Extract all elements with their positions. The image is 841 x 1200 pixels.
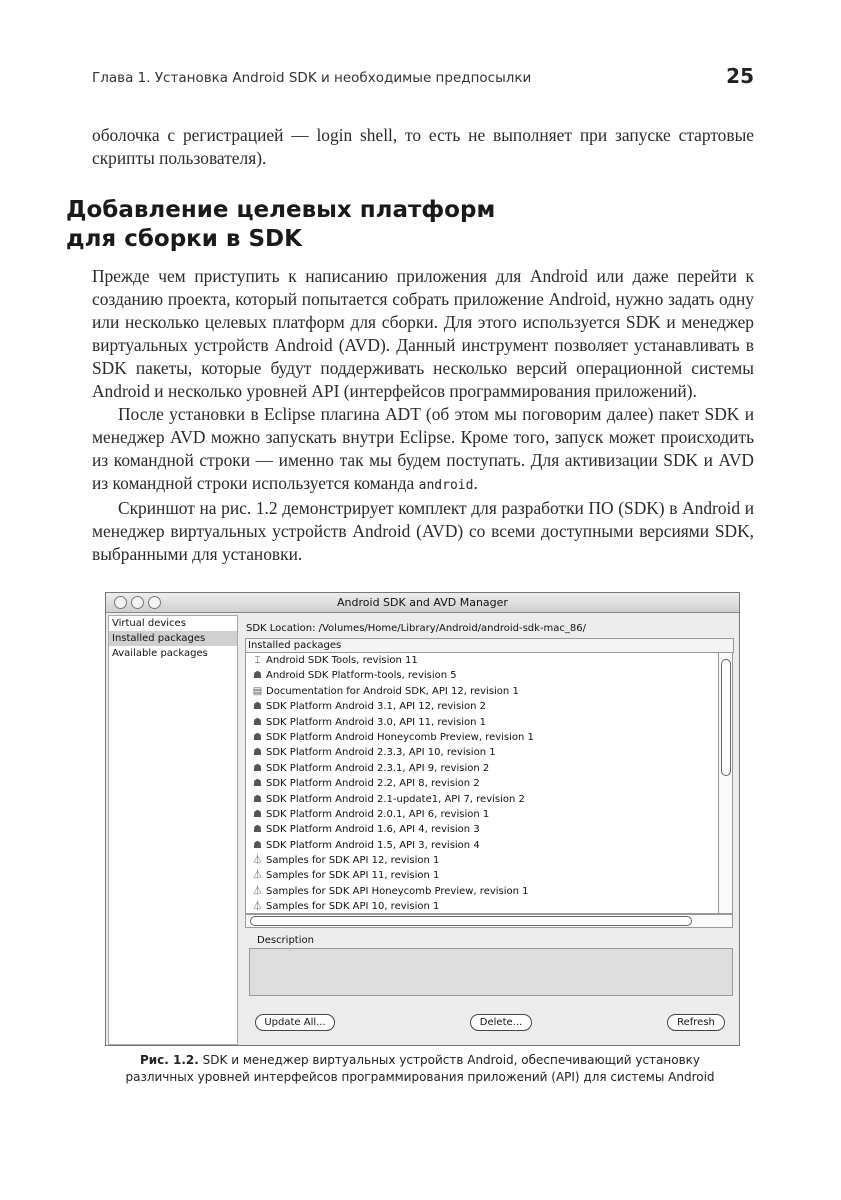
android-icon: ☗ bbox=[253, 731, 262, 743]
caption-text: SDK и менеджер виртуальных устройств Android, обеспечивающий установку различных уровней интерфейсов программирования приложений (API) для системы Android bbox=[125, 1053, 715, 1084]
package-label: SDK Platform Android 1.5, API 3, revision 4 bbox=[266, 839, 480, 851]
scroll-thumb[interactable] bbox=[250, 916, 692, 926]
scroll-thumb[interactable] bbox=[721, 659, 731, 776]
body-text bbox=[92, 265, 754, 566]
package-row[interactable] bbox=[246, 776, 718, 791]
running-header bbox=[92, 64, 754, 88]
package-label: Samples for SDK API Honeycomb Preview, revision 1 bbox=[266, 885, 529, 897]
sdk-manager-window bbox=[105, 592, 740, 1046]
flask-icon: ⏃ bbox=[252, 870, 263, 882]
package-label: Documentation for Android SDK, API 12, revision 1 bbox=[266, 685, 519, 697]
package-label: SDK Platform Android 2.3.1, API 9, revision 2 bbox=[266, 762, 490, 774]
android-icon: ☗ bbox=[253, 839, 262, 851]
sdk-location: SDK Location: /Volumes/Home/Library/Android/android-sdk-mac_86/ bbox=[246, 623, 587, 634]
paragraph: Скриншот на рис. 1.2 демонстрирует комплект для разработки ПО (SDK) в Android и менеджер виртуальных устройств Android (AVD) со всеми доступными версиями SDK, выбранными для установки. bbox=[92, 498, 754, 564]
refresh-button[interactable]: Refresh bbox=[667, 1014, 725, 1031]
package-row[interactable] bbox=[246, 838, 718, 853]
vertical-scrollbar[interactable] bbox=[718, 652, 733, 914]
flask-icon: ⏃ bbox=[252, 901, 263, 913]
flask-icon: ⏃ bbox=[252, 855, 263, 867]
package-row[interactable] bbox=[246, 730, 718, 745]
paragraph: Прежде чем приступить к написанию приложения для Android или даже перейти к созданию проекта, который попытается собрать приложение Android, нужно задать одну или несколько целевых платформ для сборки. Для этого используется SDK и менеджер виртуальных устройств Android (AVD). Данный инструмент позволяет устанавливать в SDK пакеты, которые будут поддерживать несколько версий операционной системы Android и несколько уровней API (интерфейсов программирования приложений). bbox=[92, 266, 754, 401]
package-label: Samples for SDK API 11, revision 1 bbox=[266, 870, 440, 882]
android-icon: ☗ bbox=[253, 824, 262, 836]
package-label: SDK Platform Android 2.0.1, API 6, revision 1 bbox=[266, 808, 490, 820]
package-row[interactable] bbox=[246, 668, 718, 683]
document-icon: ▤ bbox=[252, 685, 263, 697]
window-controls bbox=[114, 596, 161, 609]
package-row[interactable] bbox=[246, 745, 718, 760]
package-list bbox=[245, 652, 719, 914]
android-icon: ☗ bbox=[253, 762, 262, 774]
android-icon: ☗ bbox=[253, 778, 262, 790]
window-title: Android SDK and AVD Manager bbox=[337, 596, 508, 609]
package-label: SDK Platform Android 2.3.3, API 10, revision 1 bbox=[266, 747, 496, 759]
package-label: SDK Platform Android 2.2, API 8, revision 2 bbox=[266, 778, 480, 790]
android-icon: ☗ bbox=[253, 701, 262, 713]
package-row[interactable] bbox=[246, 899, 718, 914]
horizontal-scrollbar[interactable] bbox=[245, 914, 733, 928]
delete-button[interactable]: Delete... bbox=[470, 1014, 532, 1031]
nav-item-virtual-devices[interactable]: Virtual devices bbox=[112, 618, 186, 629]
package-label: SDK Platform Android 1.6, API 4, revision 3 bbox=[266, 824, 480, 836]
package-row[interactable] bbox=[246, 684, 718, 699]
nav-item-installed-packages[interactable]: Installed packages bbox=[109, 631, 237, 646]
package-row[interactable] bbox=[246, 792, 718, 807]
heading-line-2: для сборки в SDK bbox=[66, 226, 302, 252]
list-header: Installed packages bbox=[245, 638, 734, 653]
package-label: SDK Platform Android 2.1-update1, API 7, revision 2 bbox=[266, 793, 525, 805]
android-icon: ☗ bbox=[253, 747, 262, 759]
package-label: Android SDK Platform-tools, revision 5 bbox=[266, 670, 457, 682]
package-label: SDK Platform Android 3.1, API 12, revision 2 bbox=[266, 701, 487, 713]
android-icon: ☗ bbox=[253, 716, 262, 728]
update-all-button[interactable]: Update All... bbox=[255, 1014, 335, 1031]
package-label: Android SDK Tools, revision 11 bbox=[266, 655, 418, 666]
intro-paragraph: оболочка с регистрацией — login shell, то есть не выполняет при запуске стартовые скрипты пользователя). bbox=[92, 125, 754, 168]
wrench-icon: ⌶ bbox=[254, 655, 261, 666]
package-row[interactable] bbox=[246, 822, 718, 837]
description-label: Description bbox=[257, 935, 314, 946]
package-row[interactable] bbox=[246, 653, 718, 668]
package-label: Samples for SDK API 10, revision 1 bbox=[266, 901, 440, 913]
description-box bbox=[249, 948, 733, 996]
package-row[interactable] bbox=[246, 853, 718, 868]
page-number: 25 bbox=[726, 64, 754, 88]
figure-caption bbox=[120, 1052, 720, 1086]
package-row[interactable] bbox=[246, 699, 718, 714]
package-label: SDK Platform Android Honeycomb Preview, revision 1 bbox=[266, 731, 534, 743]
package-row[interactable] bbox=[246, 761, 718, 776]
heading-line-1: Добавление целевых платформ bbox=[66, 197, 496, 223]
package-label: Samples for SDK API 12, revision 1 bbox=[266, 855, 440, 867]
title-bar bbox=[106, 593, 739, 613]
minimize-button[interactable] bbox=[131, 596, 144, 609]
nav-item-available-packages[interactable]: Available packages bbox=[112, 648, 208, 659]
package-row[interactable] bbox=[246, 715, 718, 730]
android-wrench-icon: ☗ bbox=[253, 670, 262, 682]
close-button[interactable] bbox=[114, 596, 127, 609]
section-heading bbox=[66, 196, 495, 254]
package-row[interactable] bbox=[246, 868, 718, 883]
flask-icon: ⏃ bbox=[252, 885, 263, 897]
nav-panel bbox=[108, 615, 238, 1045]
package-label: SDK Platform Android 3.0, API 11, revision 1 bbox=[266, 716, 487, 728]
package-row[interactable] bbox=[246, 807, 718, 822]
running-title: Глава 1. Установка Android SDK и необходимые предпосылки bbox=[92, 70, 532, 86]
caption-label: Рис. 1.2. bbox=[139, 1053, 199, 1067]
paragraph: После установки в Eclipse плагина ADT (об этом мы поговорим далее) пакет SDK и менеджер AVD можно запускать внутри Eclipse. Кроме того, запуск может происходить из командной строки — именно так мы будем поступать. Для активизации SDK и AVD из командной строки используется команда android. bbox=[92, 404, 754, 493]
package-row[interactable] bbox=[246, 884, 718, 899]
command-code: android bbox=[418, 478, 474, 493]
android-icon: ☗ bbox=[253, 808, 262, 820]
zoom-button[interactable] bbox=[148, 596, 161, 609]
android-icon: ☗ bbox=[253, 793, 262, 805]
